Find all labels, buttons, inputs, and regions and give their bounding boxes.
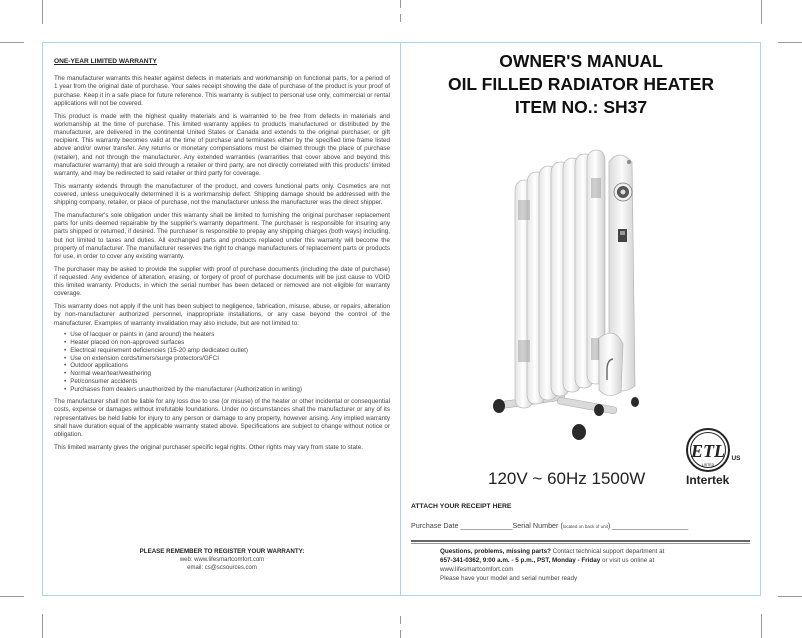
- crop-mark: [778, 596, 802, 597]
- list-item: • Purchases from dealers unauthorized by the manufacturer (Authorization in writing): [64, 386, 390, 394]
- support-note: Please have your model and serial number ready: [440, 575, 578, 582]
- warranty-paragraph: This limited warranty gives the original purchaser specific legal rights. Other rights may vary from state to state.: [54, 443, 364, 451]
- list-item: • Outdoor applications: [64, 362, 390, 370]
- list-item: • Use on extension cords/timers/surge protectors/GFCI: [64, 355, 390, 363]
- crop-mark: [42, 614, 43, 638]
- serial-location-note: located on back of unit: [562, 524, 608, 529]
- support-info: [440, 547, 740, 583]
- support-visit-text: or visit us online at: [600, 557, 655, 564]
- product-title: OIL FILLED RADIATOR HEATER: [447, 74, 715, 94]
- fold-mark: [400, 0, 401, 8]
- warranty-paragraph: This product is made with the highest quality materials and is warranted to be free from defects in materials and workmanship at the time of purchase. This limited warranty applies to products manufactured or distributed by the manufacturer, are delivered in the continental United States or Canada and extends to the original purchaser, or gift recipient. This warranty becomes valid at the time of purchase and terminates either by the specified time frame listed above and/or owner transfer. Any returns or monetary compensations must be claimed through the place of purchase (retailer), and not through the manufacturer. Any extended warranties (warranties that cover above and beyond this manufacturer warranty) that are sold through a retailer or third party, are not directly correlated with this products' limited warranty, and may be redirected to said retailer or third party for coverage.: [54, 112, 390, 178]
- exclusions-list: [64, 331, 390, 394]
- fold-mark: [400, 616, 401, 624]
- warranty-heading: ONE-YEAR LIMITED WARRANTY: [54, 58, 157, 65]
- list-item: • Pet/consumer accidents: [64, 378, 390, 386]
- crop-mark: [42, 0, 43, 24]
- intertek-label: Intertek: [686, 473, 730, 487]
- divider-rule: [411, 540, 750, 542]
- warranty-paragraph: This warranty does not apply if the unit has been subject to negligence, fabrication, misuse, abuse, or repairs, alteration by non-manufacturer authorized personnel, inappropriate installations, or any case beyond the control of the manufacturer. Examples of warranty invalidation may also include, but are not limited to:: [54, 303, 390, 327]
- list-item: • Normal wear/tear/weathering: [64, 370, 390, 378]
- support-website[interactable]: www.lifesmartcomfort.com: [440, 566, 514, 573]
- register-block: [54, 548, 390, 572]
- register-email[interactable]: email: cs@scsources.com: [187, 565, 257, 571]
- list-item: • Use of lacquer or paints in (and around) the heaters: [64, 331, 390, 339]
- list-item: • Heater placed on non-approved surfaces: [64, 339, 390, 347]
- list-item: • Electrical requirement deficiencies (15-20 amp dedicated outlet): [64, 347, 390, 355]
- divider-rule: [411, 543, 750, 544]
- panel-divider: [400, 42, 401, 596]
- warranty-paragraph: The manufacturer warrants this heater against defects in materials and workmanship on functional parts, for a period of 1 year from the original date of purchase. Your sales receipt showing the date of purchase of the product is your proof of purchase. Keep it in a safe place for future reference. This warranty is subject to personal use only, commercial or rental applications will not be covered.: [54, 75, 390, 107]
- voltage-rating: 120V ~ 60Hz 1500W: [488, 469, 646, 488]
- register-heading: PLEASE REMEMBER TO REGISTER YOUR WARRANTY:: [139, 548, 305, 555]
- receipt-heading: ATTACH YOUR RECEIPT HERE: [411, 503, 512, 510]
- warranty-paragraph: The manufacturer's sole obligation under this warranty shall be limited to furnishing the original purchaser replacement parts for units deemed repairable by the supplier's warranty department. The purchaser is responsible for insuring any parts shipped or returned, if desired. The purchaser is responsible to prepay any shipping charges (both ways) including, but not limited to taxes and duties. All exchanged parts and products replaced under this warranty will become the property of manufacturer. The manufacturer reserves the right to change manufacturers of replacement parts or products for use, in order to cover any existing warranty.: [54, 212, 390, 261]
- support-question: Questions, problems, missing parts?: [440, 548, 551, 555]
- crop-mark: [0, 596, 24, 597]
- warranty-paragraph: This warranty extends through the manufacturer of the product, and covers functional parts only. Cosmetics are not covered, unless unequivocally determined it is a workmanship defect. Shipping damage should be addressed with the shipping company, retailer, or place of purchase, not the manufacturer unless the manufacturer was the direct shipper.: [54, 182, 390, 207]
- crop-mark: [0, 42, 24, 43]
- etl-mark-text: ETL: [691, 441, 725, 461]
- purchase-date-field: Purchase Date _____________: [411, 521, 513, 530]
- register-web[interactable]: web: www.lifesmartcomfort.com: [179, 557, 265, 563]
- fold-mark: [400, 14, 401, 22]
- manual-title: OWNER'S MANUAL: [499, 51, 663, 71]
- fold-mark: [400, 630, 401, 638]
- support-contact-text: Contact technical support department at: [550, 548, 665, 555]
- serial-number-label: Serial Number (: [512, 521, 563, 530]
- purchase-info: [411, 521, 688, 530]
- item-number: ITEM NO.: SH37: [514, 97, 648, 117]
- crop-mark: [761, 0, 762, 24]
- serial-number-field: ) ___________________: [607, 521, 689, 530]
- crop-mark: [778, 42, 802, 43]
- etl-us-text: US: [731, 455, 741, 462]
- support-hours: 657-341-0362, 9:00 a.m. - 5 p.m., PST, Monday - Friday: [440, 557, 601, 564]
- warranty-paragraph: The manufacturer shall not be liable for any loss due to use (or misuse) of the heater or other incidental or consequential costs, expense or damages without irrefutable foundations. Under no circumstances shall the manufacturer or any of its representatives be held liable for injury to any person or damage to any property, however arising. Any implied warranty shall have duration equal of the applicable warranty stated above. Specifications are subject to change without notice or obligation.: [54, 398, 390, 438]
- warranty-section: [54, 58, 390, 457]
- etl-listed-text: LISTED: [701, 463, 715, 467]
- heater-illustration: [487, 140, 662, 455]
- warranty-paragraph: The purchaser may be asked to provide the supplier with proof of purchase documents (including the date of purchase) if requested. Any evidence of alteration, erasing, or forgery of proof of purchase documents will be just cause to VOID this limited warranty. Products, in which the serial number has been defaced or removed are not eligible for warranty coverage.: [54, 265, 390, 298]
- crop-mark: [761, 614, 762, 638]
